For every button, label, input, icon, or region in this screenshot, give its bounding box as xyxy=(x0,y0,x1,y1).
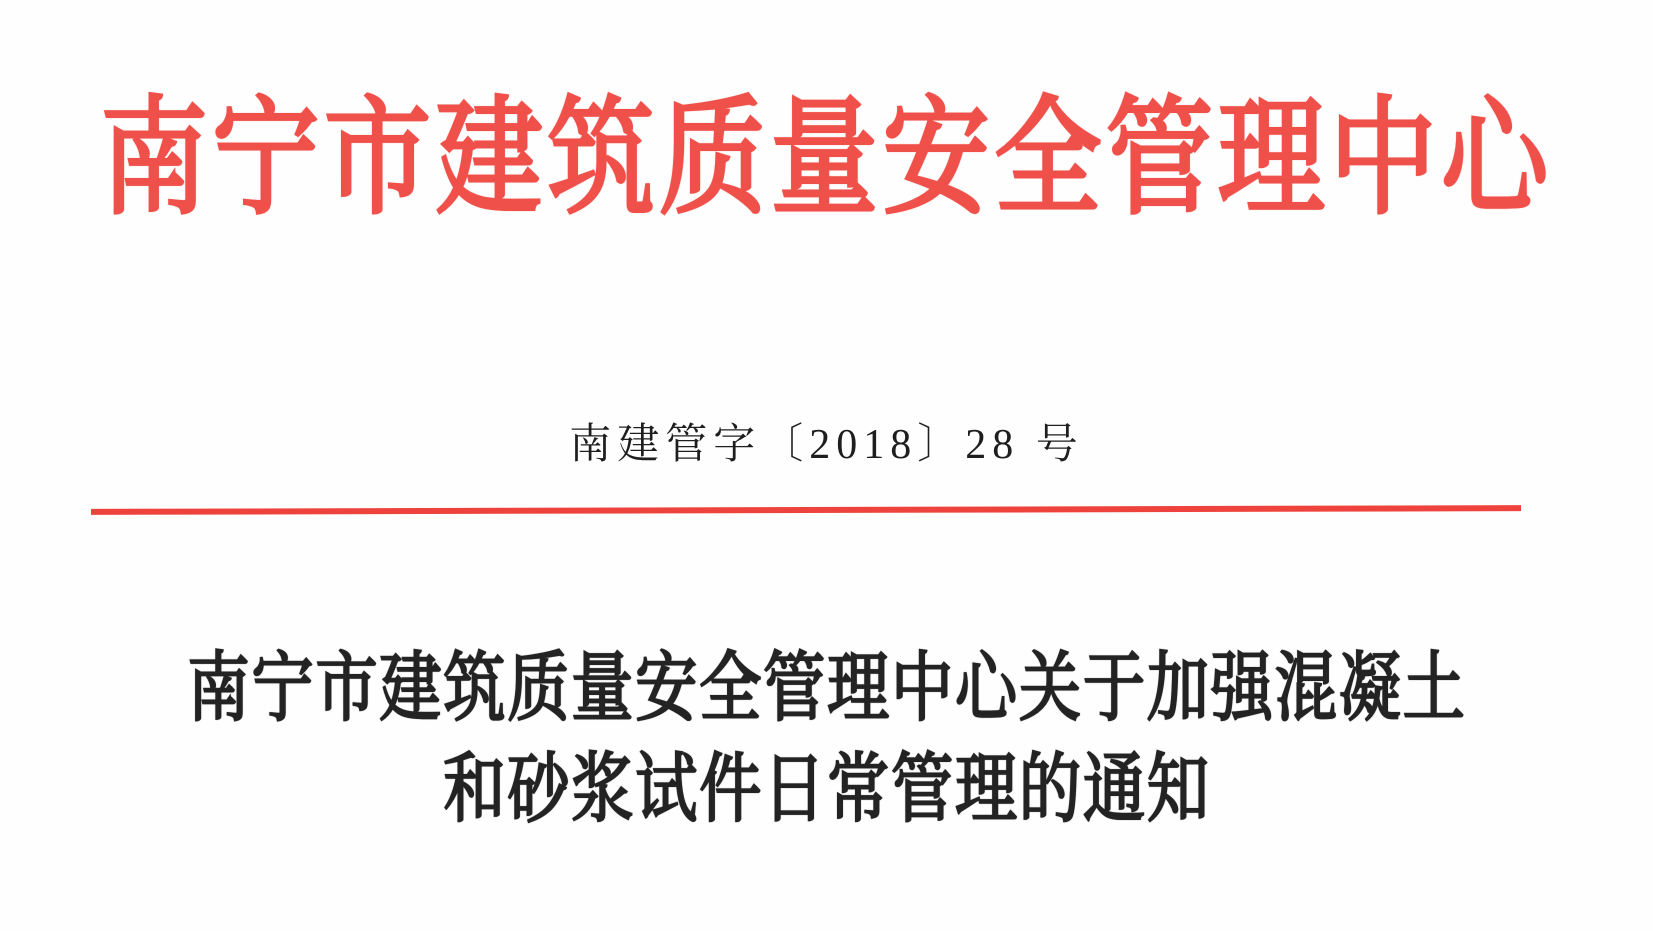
document-title-line2: 和砂浆试件日常管理的通知 xyxy=(442,747,1211,832)
document-title-row xyxy=(0,739,1653,840)
document-title-line1: 南宁市建筑质量安全管理中心关于加强混凝土 xyxy=(186,646,1467,731)
document-title xyxy=(0,638,1653,840)
red-divider-line xyxy=(91,505,1521,515)
document-number: 南建管字〔2018〕28 号 xyxy=(569,422,1084,468)
document-title-row xyxy=(0,638,1653,739)
letterhead-org-title: 南宁市建筑质量安全管理中心 xyxy=(100,88,1553,230)
letterhead xyxy=(0,88,1653,248)
